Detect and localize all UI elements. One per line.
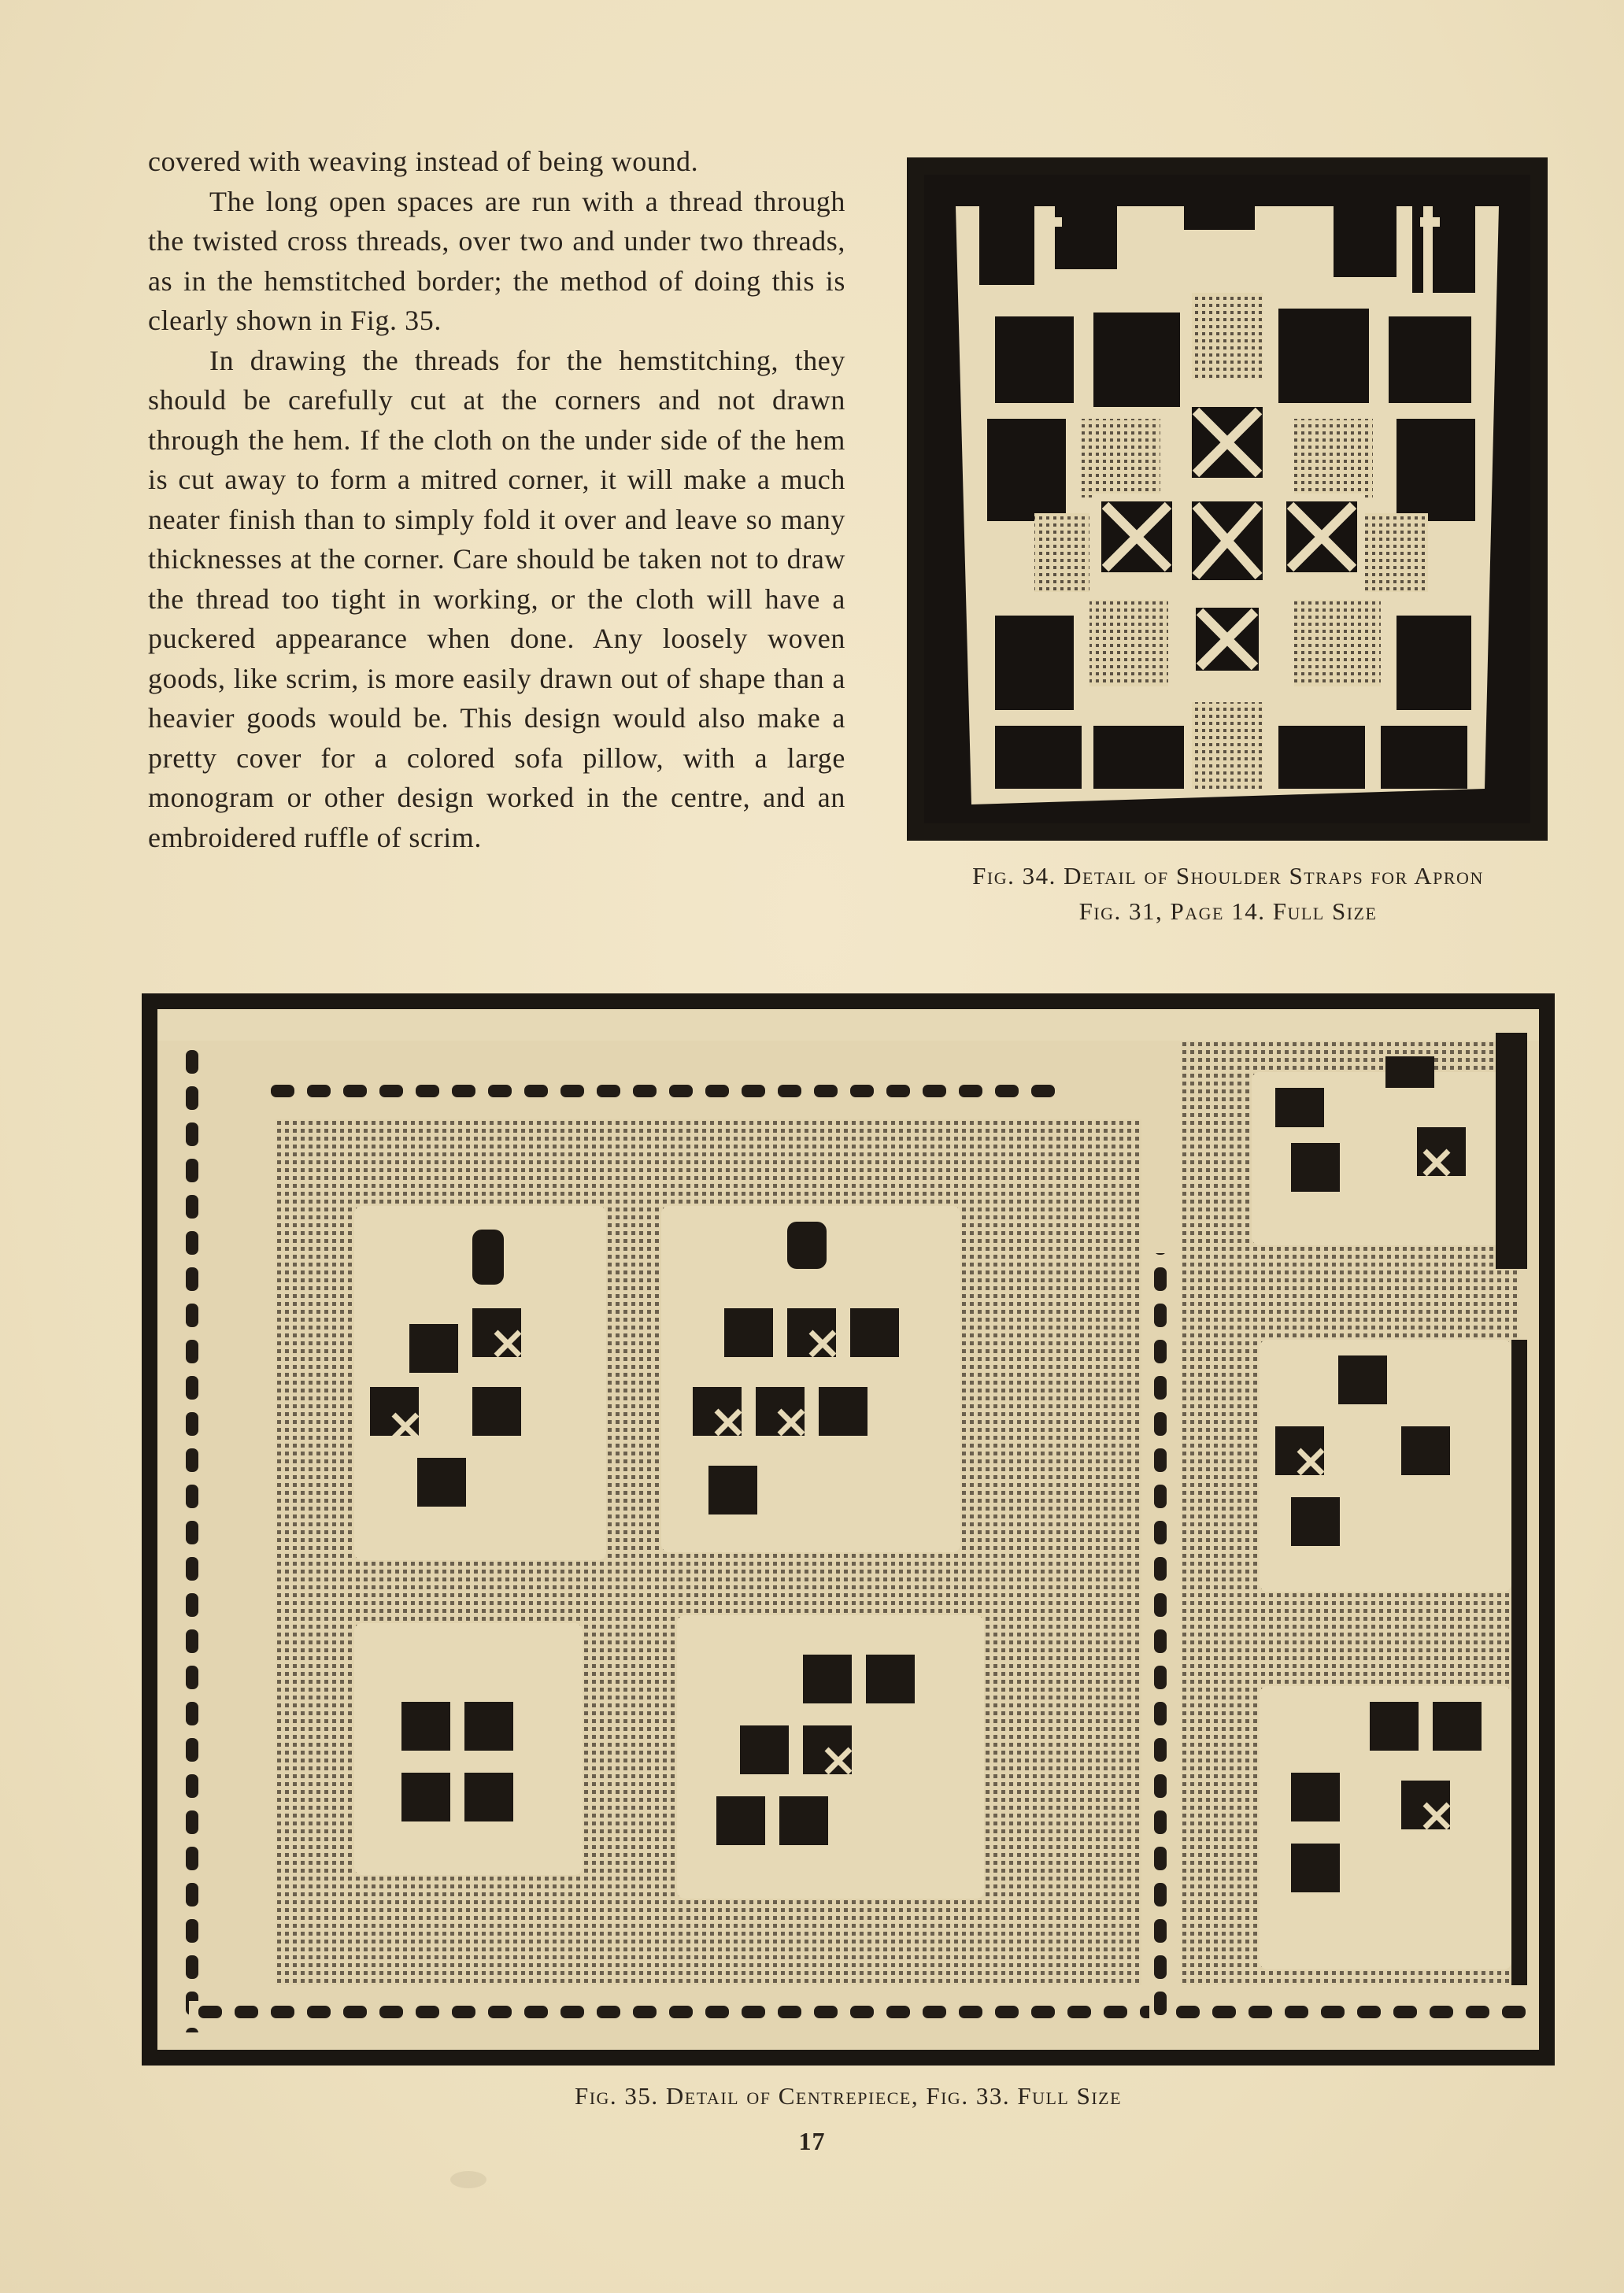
page-number: 17 bbox=[798, 2127, 826, 2155]
figure-35-photo bbox=[142, 993, 1555, 2066]
figure-34-photo bbox=[907, 157, 1548, 841]
paragraph-2: The long open spaces are run with a thread through the twisted cross threads, over two and under two threads, as in the hemstitched border; the method of doing this is clearly shown in Fig. 35. bbox=[148, 185, 845, 336]
body-text bbox=[148, 142, 845, 857]
figure-34-caption-line-1: Fig. 34. Detail of Shoulder Straps for Apron bbox=[972, 862, 1484, 889]
figure-35-caption: Fig. 35. Detail of Centrepiece, Fig. 33. Full Size bbox=[574, 2082, 1123, 2110]
figure-34-caption-line-2: Fig. 31, Page 14. Full Size bbox=[1078, 897, 1378, 925]
figure-34-caption bbox=[897, 858, 1559, 929]
figure-35-embroidery-image bbox=[157, 1009, 1539, 2050]
paper-smudge bbox=[450, 2171, 486, 2188]
paragraph-1: covered with weaving instead of being wound. bbox=[148, 146, 699, 177]
figure-34-embroidery-image bbox=[924, 175, 1530, 823]
paragraph-3: In drawing the threads for the hemstitching, they should be carefully cut at the corners and not drawn through the hem. If the cloth on the under side of the hem is cut away to form a mitred corner, it will make a much neater finish than to simply fold it over and leave so many thicknesses at the corner. Care should be taken not to draw the thread too tight in working, or the cloth will have a puckered appearance when done. Any loosely woven goods, like scrim, is more easily drawn out of shape than a heavier goods would be. This design would also make a pretty cover for a colored sofa pillow, with a large monogram or other design worked in the centre, and an embroidered ruffle of scrim. bbox=[148, 344, 845, 853]
